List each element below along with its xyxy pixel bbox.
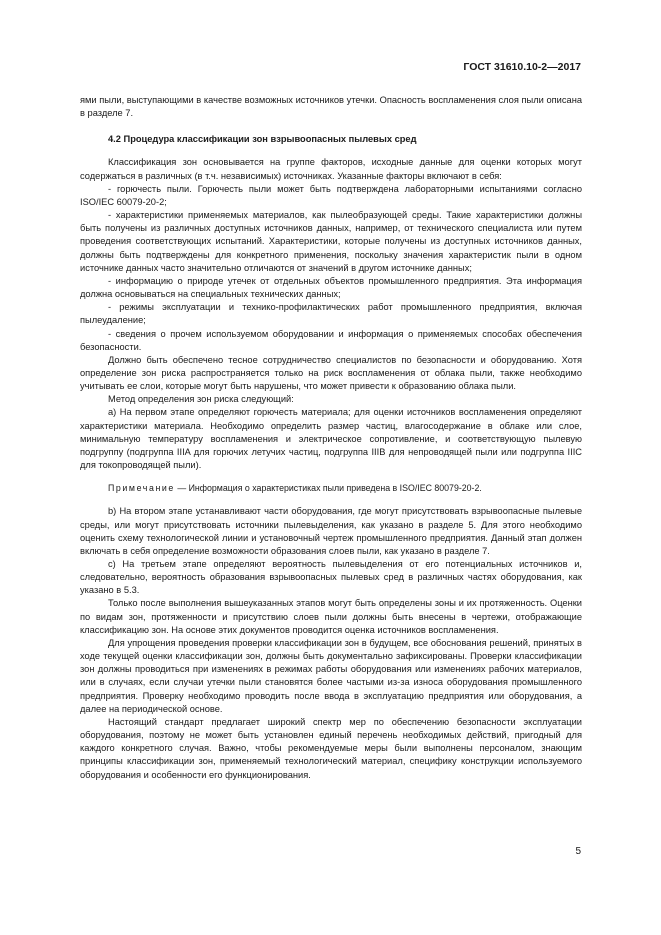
- note: [80, 482, 582, 495]
- section-heading: 4.2 Процедура классификации зон взрывоопасных пылевых сред: [108, 134, 417, 145]
- paragraph: Для упрощения проведения проверки классификации зон в будущем, все обоснования решений, принятых в ходе текущей оценки классификации зон, должны быть документально зафиксированы. Проверки классификации зон должны проводиться при изменениях в режимах работы оборудования или изменениях рабочих материалов, или в случаях, если случаи утечки пыли становятся более частыми из-за износа оборудования промышленного предприятия. Проверку необходимо проводить после ввода в эксплуатацию предприятия или оборудования, а далее на периодической основе.: [80, 637, 582, 714]
- page-number: 5: [575, 846, 581, 857]
- paragraph: Классификация зон основывается на группе факторов, исходные данные для оценки которых могут содержаться в различных (в т.ч. независимых) источниках. Указанные факторы включают в себя:: [80, 157, 582, 181]
- list-item: - информацию о природе утечек от отдельных объектов промышленного предприятия. Эта информация должна основываться на специальных технических данных;: [80, 275, 582, 300]
- paragraph: Метод определения зон риска следующий:: [108, 394, 294, 405]
- list-item: - горючесть пыли. Горючесть пыли может быть подтверждена лабораторными испытаниями согласно ISO/IEC 60079-20-2;: [80, 183, 582, 207]
- list-item: - характеристики применяемых материалов, как пылеобразующей среды. Такие характеристики должны быть получены из различных доступных источников данных, например, от технического специалиста или путем проведения соответствующих испытаний. Характеристики, которые получены из доступных источников данных, должны быть подтверждены для конкретного применения, поскольку значения характеристик пыли в одном источнике данных часто значительно отличаются от значений в другом источнике данных;: [80, 210, 582, 273]
- list-item: - сведения о прочем используемом оборудовании и информация о применяемых способах обеспечения безопасности.: [80, 328, 582, 352]
- step-b-paragraph: b) На втором этапе устанавливают части оборудования, где могут присутствовать взрывоопасные пылевые среды, или могут присутствовать источники пылевыделения, как указано в разделе 5. Для этого необходимо оценить схему технологической линии и установочный чертеж промышленного предприятия. Данный этап должен включать в себя определение возможности образования слоев пыли, как указано в разделе 7.: [80, 506, 582, 556]
- intro-paragraph: ями пыли, выступающими в качестве возможных источников утечки. Опасность воспламенения слоя пыли описана в разделе 7.: [80, 95, 582, 119]
- note-text: — Информация о характеристиках пыли приведена в ISO/IEC 80079-20-2.: [174, 483, 482, 494]
- note-label: Примечание: [108, 483, 175, 494]
- paragraph: Должно быть обеспечено тесное сотрудничество специалистов по безопасности и оборудованию. Хотя определение зон риска распространяется только на риск воспламенения от облака пыли, также необходимо учитывать ее слои, которые могут быть нарушены, что может привести к образованию облака пыли.: [80, 354, 582, 392]
- list-item: - режимы эксплуатации и технико-профилактических работ промышленного предприятия, включая пылеудаление;: [80, 302, 582, 326]
- standard-header: ГОСТ 31610.10-2—2017: [463, 61, 581, 73]
- step-c-paragraph: c) На третьем этапе определяют вероятность пылевыделения от его потенциальных источников и, следовательно, вероятность образования взрывоопасных пылевых сред в различных частях оборудования, как указано в 5.3.: [80, 559, 582, 596]
- paragraph: Только после выполнения вышеуказанных этапов могут быть определены зоны и их протяженность. Оценки по видам зон, протяженности и присутствию слоев пыли должны быть внесены в чертежи, отображающие классификацию зон. На основе этих документов проводится оценка источников воспламенения.: [80, 598, 582, 635]
- step-a-paragraph: a) На первом этапе определяют горючесть материала; для оценки источников воспламенения определяют характеристики материала. Необходимо определить размер частиц, влагосодержание в облаке или слое, минимальную температуру воспламенения и электрическое сопротивление, и соответствующую пылевую подгруппу (подгруппа IIIA для горючих летучих частиц, подгруппа IIIB для непроводящей пыли или подгруппа IIIC для токопроводящей пыли).: [80, 407, 582, 471]
- paragraph: Настоящий стандарт предлагает широкий спектр мер по обеспечению безопасности эксплуатации оборудования, поэтому не может быть установлен единый перечень необходимых действий, пригодный для каждого конкретного случая. Важно, чтобы рекомендуемые меры были выполнены персоналом, знающим принципы классификации зон, применяемый технологический материал, специфику конструкции используемого оборудования и особенности его функционирования.: [80, 716, 582, 780]
- page-content: [80, 94, 582, 782]
